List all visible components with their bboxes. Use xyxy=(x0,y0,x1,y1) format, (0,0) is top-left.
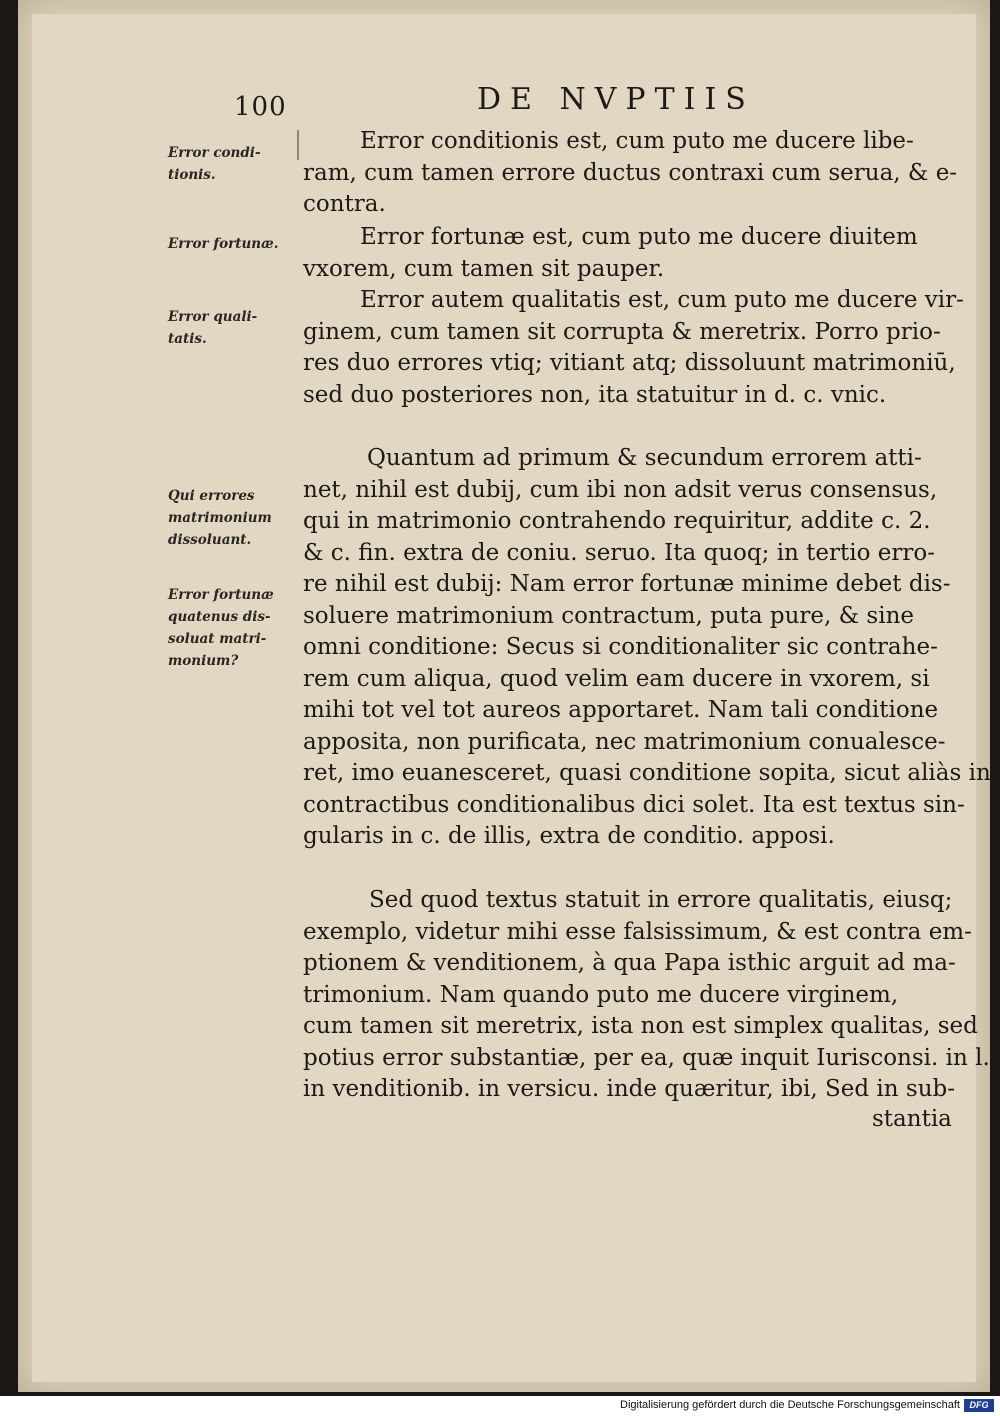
text-line: ram, cum tamen errore ductus contraxi cum serua, & e- xyxy=(303,159,958,186)
sidenote-error-qualitatis: Error quali- tatis. xyxy=(168,309,258,347)
text-line: net, nihil est dubij, cum ibi non adsit verus consensus, xyxy=(303,476,938,503)
text-line: ret, imo euanesceret, quasi conditione sopita, sicut aliàs in xyxy=(303,760,991,786)
margin-rule xyxy=(297,130,299,160)
sidenote-error-fortunae: Error fortunæ. xyxy=(168,236,279,252)
text-line: qui in matrimonio contrahendo requiritur, addite c. 2. xyxy=(303,508,931,534)
text-line: Sed quod textus statuit in errore qualitatis, eiusq; xyxy=(369,887,953,913)
paragraph-error-conditionis xyxy=(303,126,958,221)
text-line: exemplo, videtur mihi esse falsissimum, & est contra em- xyxy=(303,918,972,945)
text-line: sed duo posteriores non, ita statuitur in d. c. vnic. xyxy=(303,381,887,408)
text-line: Error conditionis est, cum puto me ducere libe- xyxy=(360,128,914,154)
text-line: mihi tot vel tot aureos apportaret. Nam tali conditione xyxy=(303,697,939,723)
sidenote-error-fortunae-quatenus: Error fortunæ quatenus dis- soluat matri- monium? xyxy=(168,587,274,669)
running-head: DE NVPTIIS xyxy=(477,82,755,117)
text-line: in venditionib. in versicu. inde quæritur, ibi, Sed in sub- xyxy=(303,1076,956,1102)
text-line: res duo errores vtiq; vitiant atq; dissoluunt matrimoniū, xyxy=(303,350,956,376)
text-line: soluere matrimonium contractum, puta pure, & sine xyxy=(303,602,915,629)
paragraph-error-qualitatis xyxy=(303,285,964,411)
paragraph-quantum-ad-primum xyxy=(303,443,991,853)
text-line: rem cum aliqua, quod velim eam ducere in vxorem, si xyxy=(303,665,930,692)
sidenote-qui-errores: Qui errores matrimonium dissoluant. xyxy=(168,488,272,548)
text-line: ptionem & venditionem, à qua Papa isthic arguit ad ma- xyxy=(303,950,956,976)
text-line: vxorem, cum tamen sit pauper. xyxy=(303,255,665,282)
catchword: stantia xyxy=(872,1106,952,1132)
text-line: potius error substantiæ, per ea, quæ inquit Iurisconsi. in l. xyxy=(303,1044,990,1071)
text-line: omni conditione: Secus si conditionaliter sic contrahe- xyxy=(303,634,938,660)
text-line: re nihil est dubij: Nam error fortunæ minime debet dis- xyxy=(303,571,951,597)
text-line: cum tamen sit meretrix, ista non est simplex qualitas, sed xyxy=(303,1013,978,1039)
dfg-logo: DFG xyxy=(964,1399,994,1412)
text-line: contractibus conditionalibus dici solet. Ita est textus sin- xyxy=(303,791,965,818)
text-line: apposita, non purificata, nec matrimonium conualesce- xyxy=(303,728,946,755)
paragraph-sed-quod-textus xyxy=(303,885,990,1106)
text-line: & c. fin. extra de coniu. seruo. Ita quoq; in tertio erro- xyxy=(303,539,935,566)
text-line: Error autem qualitatis est, cum puto me ducere vir- xyxy=(360,287,964,313)
text-line: contra. xyxy=(303,191,386,217)
text-line: gularis in c. de illis, extra de conditio. apposi. xyxy=(303,823,835,849)
text-line: Quantum ad primum & secundum errorem atti- xyxy=(367,445,922,471)
text-line: ginem, cum tamen sit corrupta & meretrix. Porro prio- xyxy=(303,318,941,345)
paragraph-error-fortunae xyxy=(303,222,951,285)
text-line: Error fortunæ est, cum puto me ducere diuitem xyxy=(360,224,918,250)
sidenote-error-conditionis: Error condi- tionis. xyxy=(168,145,261,183)
text-line: trimonium. Nam quando puto me ducere virginem, xyxy=(303,981,899,1008)
page-number: 100 xyxy=(234,92,287,122)
footer-credit: Digitalisierung gefördert durch die Deutsche Forschungsgemeinschaft xyxy=(620,1399,960,1411)
